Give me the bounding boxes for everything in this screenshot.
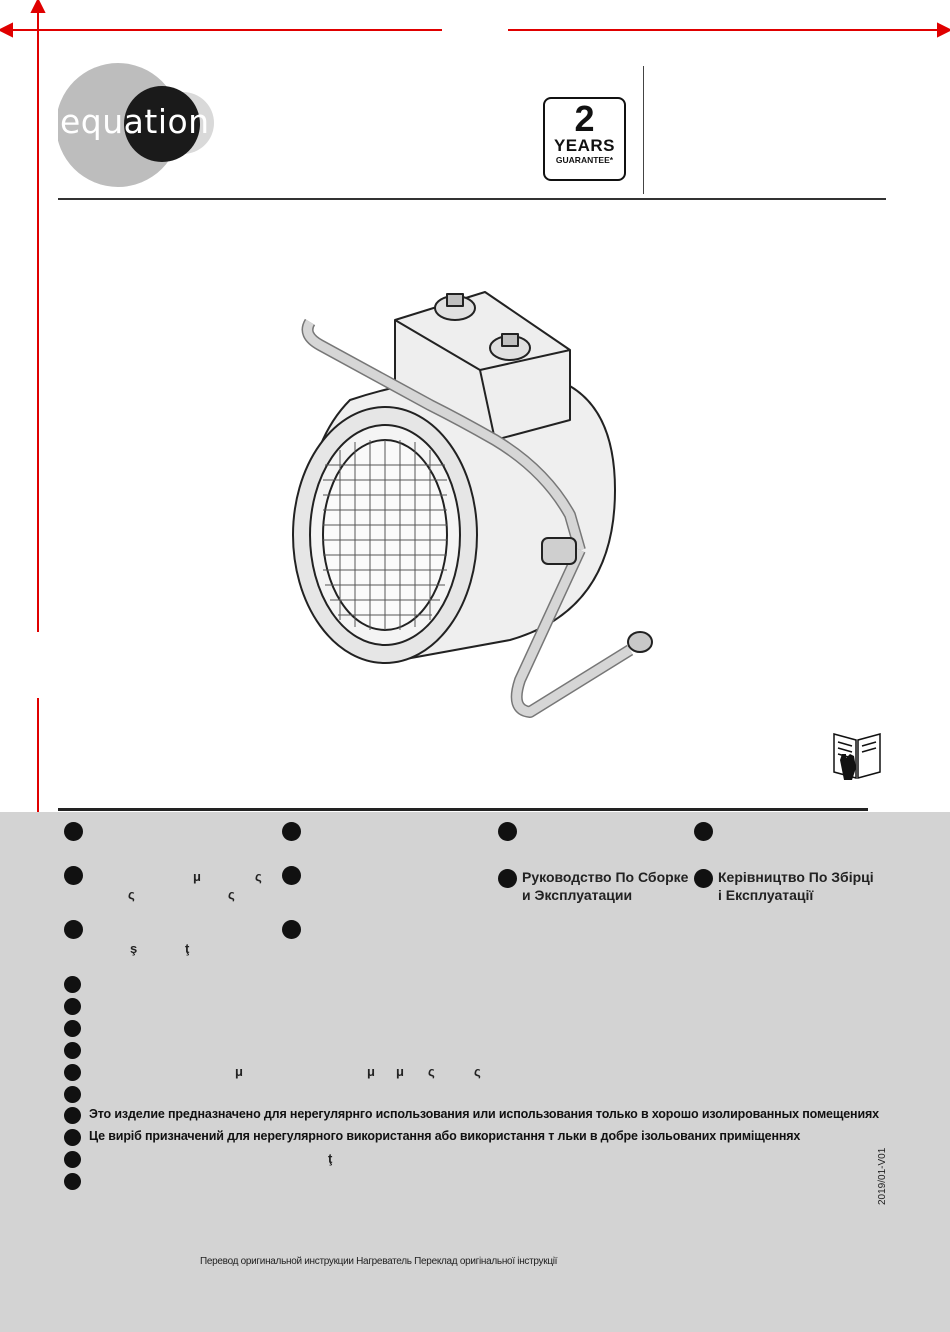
notice-dot-8 — [64, 1129, 81, 1146]
header-vertical-divider — [643, 66, 644, 194]
guarantee-badge — [543, 97, 626, 181]
notice-line-uk: Це виріб призначений для нерегулярного використання або використання т льки в добре ізольованих приміщеннях — [89, 1129, 801, 1143]
document-version: 2019/01-V01 — [877, 1147, 888, 1205]
logo-text: equation — [60, 102, 210, 141]
notice-line9-frag: ţ — [328, 1151, 333, 1166]
notice-line5-frag-5: ς — [474, 1064, 481, 1079]
guarantee-number: 2 — [574, 98, 595, 139]
lang-dot-r3c2 — [282, 920, 301, 939]
notice-dot-2 — [64, 998, 81, 1015]
guarantee-years: YEARS — [553, 136, 616, 155]
notice-line5-frag-3: μ — [396, 1064, 404, 1079]
notice-dot-7 — [64, 1107, 81, 1124]
lang-dot-uk — [694, 869, 713, 888]
lang-dot-r1c1 — [64, 822, 83, 841]
panel-top-rule — [58, 808, 868, 811]
notice-line5-frag-4: ς — [428, 1064, 435, 1079]
guarantee-label: GUARANTEE* — [555, 155, 614, 165]
lang-dot-r3c1 — [64, 920, 83, 939]
notice-dot-9 — [64, 1151, 81, 1168]
lang-frag-r2c1-b: ς — [255, 869, 262, 884]
brand-logo — [58, 62, 218, 190]
notice-dot-3 — [64, 1020, 81, 1037]
lang-frag-r2c1-d: ς — [228, 887, 235, 902]
notice-dot-4 — [64, 1042, 81, 1059]
lang-dot-r2c2 — [282, 866, 301, 885]
notice-dot-1 — [64, 976, 81, 993]
lang-dot-r2c1 — [64, 866, 83, 885]
lang-frag-r3c1-b: ţ — [185, 941, 190, 956]
notice-line5-frag-1: μ — [235, 1064, 243, 1079]
notice-line5-frag-2: μ — [367, 1064, 375, 1079]
lang-dot-r1c3 — [498, 822, 517, 841]
read-manual-icon — [828, 728, 886, 786]
lang-title-uk: Керівництво По Збірці і Експлуатації — [718, 869, 874, 903]
lang-title-ru: Руководство По Сборке и Эксплуатации — [522, 869, 689, 903]
lang-frag-r2c1-a: μ — [193, 869, 201, 884]
lang-dot-ru — [498, 869, 517, 888]
notice-dot-5 — [64, 1064, 81, 1081]
lang-dot-r1c2 — [282, 822, 301, 841]
notice-dot-6 — [64, 1086, 81, 1103]
notice-line-ru: Это изделие предназначено для нерегулярнго использования или использования только в хорошо изолированных помещениях — [89, 1107, 879, 1121]
header-rule — [58, 198, 886, 200]
heater-illustration — [280, 280, 680, 730]
lang-dot-r1c4 — [694, 822, 713, 841]
notice-dot-10 — [64, 1173, 81, 1190]
lang-frag-r3c1-a: ş — [130, 941, 138, 956]
footer-translation-note: Перевод оригинальной инструкции Нагреватель Переклад оригінальної інструкції — [200, 1256, 558, 1267]
lang-frag-r2c1-c: ς — [128, 887, 135, 902]
